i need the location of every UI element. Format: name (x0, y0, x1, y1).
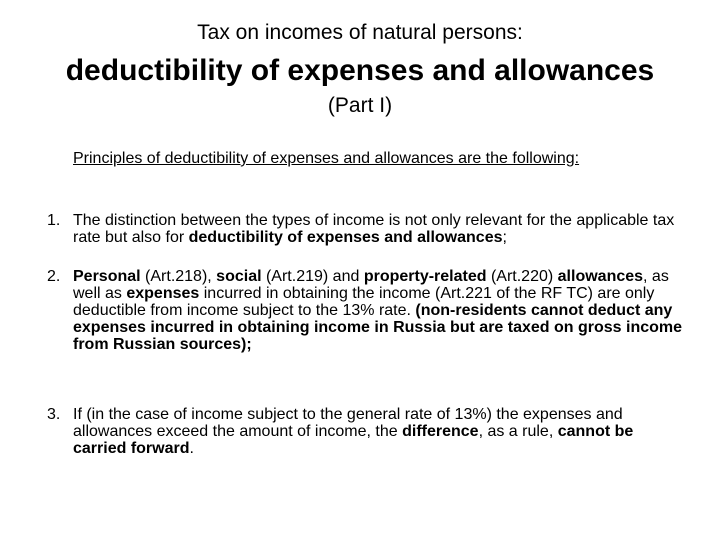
intro-text: Principles of deductibility of expenses and allowances are the following: (73, 150, 580, 167)
item-1-text: The distinction between the types of income is not only relevant for the applicable tax rate but also for (73, 212, 675, 246)
slide-title: deductibility of expenses and allowances (65, 54, 655, 87)
item-2-text: (Art.218), (140, 268, 217, 285)
list-item-3 (47, 406, 687, 457)
term-expenses: expenses (126, 285, 200, 302)
list-number: 3. (47, 406, 61, 423)
list-item-2 (47, 268, 687, 353)
list-number: 2. (47, 268, 61, 285)
item-3-end: . (189, 440, 194, 457)
list-item-text (73, 268, 687, 353)
term-property-related: property-related (363, 268, 487, 285)
list-item-text (73, 212, 687, 246)
item-2-text: (Art.219) and (261, 268, 364, 285)
term-allowances: allowances (557, 268, 644, 285)
title-part-label: (Part I) (327, 94, 393, 117)
list-item-1 (47, 212, 687, 246)
item-2-text: , as well as (73, 268, 669, 302)
term-social: social (216, 268, 262, 285)
item-3-text: , as a rule, (478, 423, 558, 440)
item-2-text: incurred in obtaining the income (Art.221 of the RF TC) are only deductible from income subject to the 13% rate. (73, 285, 655, 319)
non-residents-note: (non-residents cannot deduct any expenses incurred in obtaining income in Russia but are taxed on gross income from Russian sources); (73, 302, 683, 353)
term-carry-forward: cannot be carried forward (73, 423, 634, 457)
item-1-emphasis: deductibility of expenses and allowances (188, 229, 503, 246)
item-2-text: (Art.220) (486, 268, 558, 285)
item-3-text: If (in the case of income subject to the general rate of 13%) the expenses and allowances exceed the amount of income, the (73, 406, 623, 440)
list-item-text (73, 406, 687, 457)
term-personal: Personal (73, 268, 141, 285)
title-subtitle: Tax on incomes of natural persons: (197, 21, 523, 44)
term-difference: difference (402, 423, 479, 440)
item-1-end: ; (502, 229, 507, 246)
list-number: 1. (47, 212, 61, 229)
